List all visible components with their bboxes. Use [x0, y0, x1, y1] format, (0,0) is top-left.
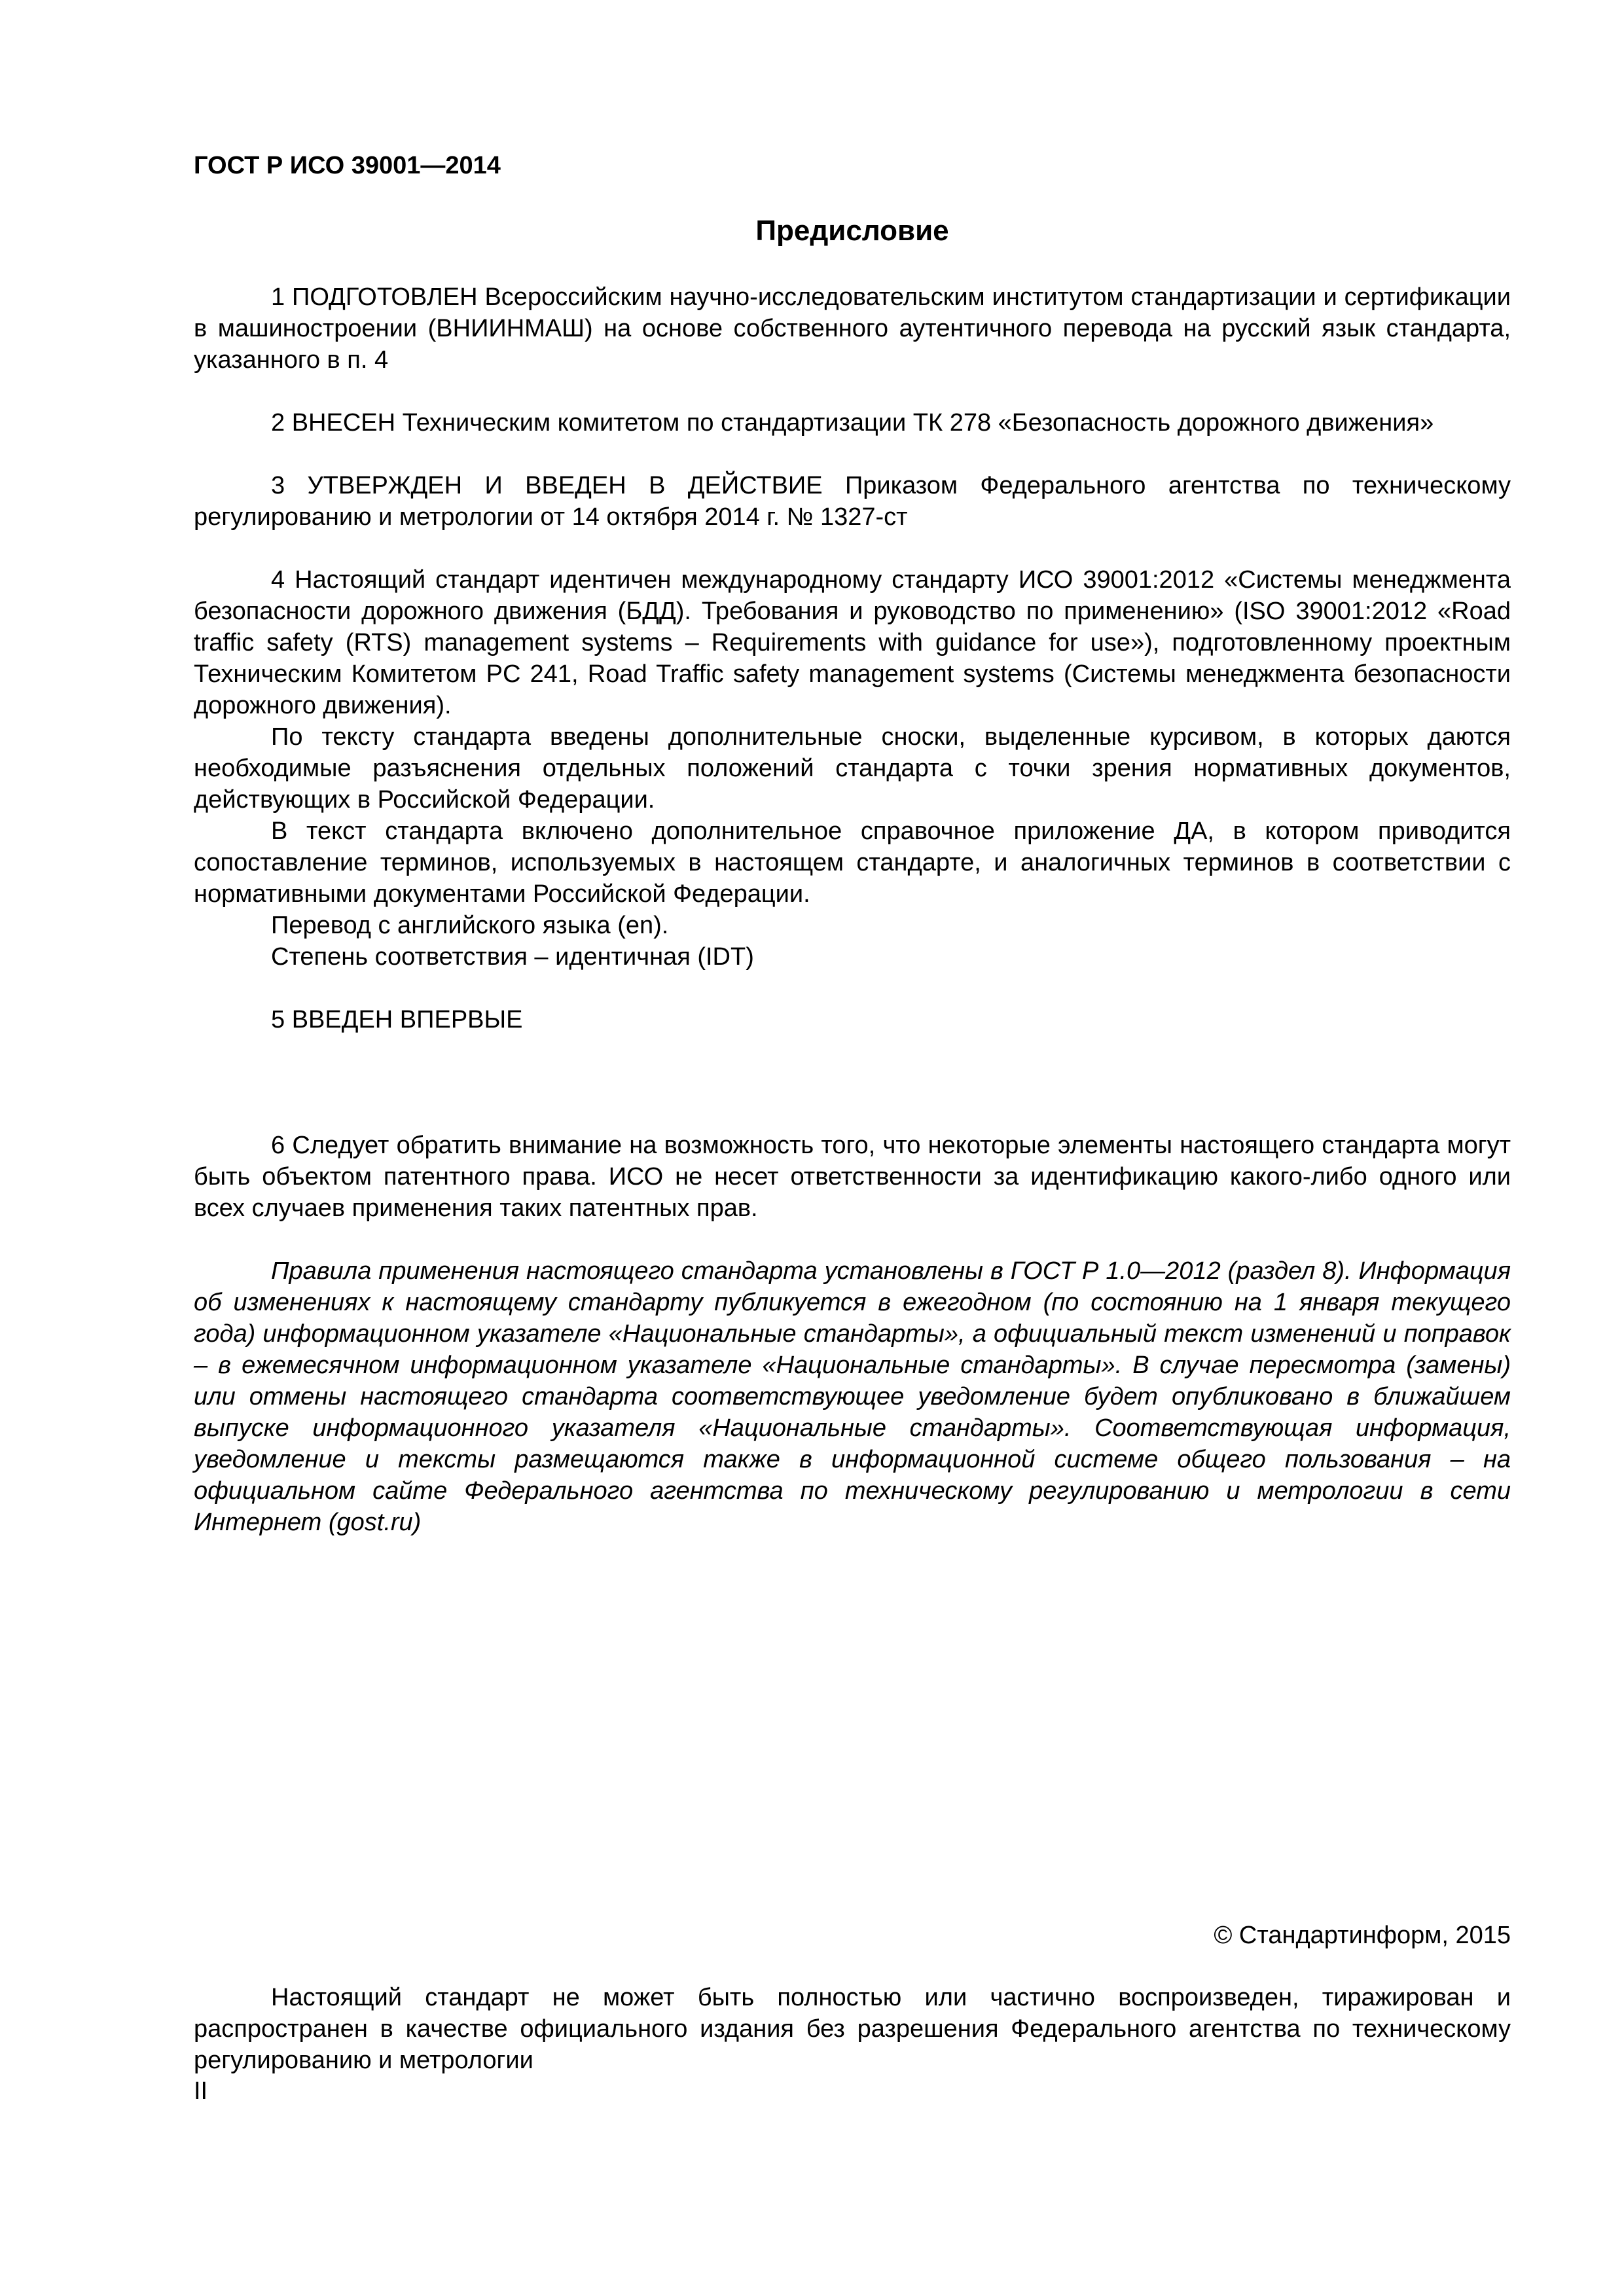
paragraph-4-footnotes: По тексту стандарта введены дополнительные сноски, выделенные курсивом, в которых даются необходимые разъяснения отдельных положений стандарта с точки зрения нормативных документов, действующих в Российской Федерации. [194, 723, 1511, 814]
notice-paragraph: Настоящий стандарт не может быть полностью или частично воспроизведен, тиражирован и распространен в качестве официального издания без разрешения Федерального агентства по техническому регулированию и метрологии [194, 1984, 1511, 2074]
notice-block [194, 1982, 1511, 2076]
paragraph-3: 3 УТВЕРЖДЕН И ВВЕДЕН В ДЕЙСТВИЕ Приказом Федерального агентства по техническому регулированию и метрологии от 14 октября 2014 г. № 1327-ст [194, 472, 1511, 531]
page-title: Предисловие [755, 215, 949, 247]
paragraph-4-appendix: В текст стандарта включено дополнительное справочное приложение ДА, в котором приводится сопоставление терминов, используемых в настоящем стандарте, и аналогичных терминов в соответствии с нормативными документами Российской Федерации. [194, 817, 1511, 908]
paragraph-4: 4 Настоящий стандарт идентичен международному стандарту ИСО 39001:2012 «Системы менеджмента безопасности дорожного движения (БДД). Требования и руководство по применению» (ISO 39001:2012 «Road traffic safety (RTS) management systems – Requirements with guidance for use»), подготовленному проектным Техническим Комитетом PC 241, Road Traffic safety management systems (Системы менеджмента безопасности дорожного движения). [194, 566, 1511, 719]
copyright: © Стандартинформ, 2015 [1214, 1922, 1511, 1949]
paragraph-5: 5 ВВЕДЕН ВПЕРВЫЕ [271, 1006, 523, 1033]
document-header: ГОСТ Р ИСО 39001—2014 [194, 152, 501, 179]
paragraph-1: 1 ПОДГОТОВЛЕН Всероссийским научно-исследовательским институтом стандартизации и сертификации в машиностроении (ВНИИНМАШ) на основе собственного аутентичного перевода на русский язык стандарта, указанного в п. 4 [194, 283, 1511, 374]
paragraph-2: 2 ВНЕСЕН Техническим комитетом по стандартизации ТК 278 «Безопасность дорожного движения» [271, 409, 1434, 437]
page-number: II [194, 2077, 208, 2105]
rules-paragraph: Правила применения настоящего стандарта установлены в ГОСТ Р 1.0—2012 (раздел 8). Информация об изменениях к настоящему стандарту публикуется в ежегодном (по состоянию на 1 января текущего года) информационном указателе «Национальные стандарты», а официальный текст изменений и поправок – в ежемесячном информационном указателе «Национальные стандарты». В случае пересмотра (замены) или отмены настоящего стандарта соответствующее уведомление будет опубликовано в ближайшем выпуске информационного указателя «Национальные стандарты». Соответствующая информация, уведомление и тексты размещаются также в информационной системе общего пользования – на официальном сайте Федерального агентства по техническому регулированию и метрологии в сети Интернет (gost.ru) [194, 1257, 1511, 1536]
document-page [194, 0, 1511, 2296]
paragraph-4-conformity: Степень соответствия – идентичная (IDT) [271, 943, 754, 971]
foreword-body [194, 281, 1511, 1538]
paragraph-6: 6 Следует обратить внимание на возможность того, что некоторые элементы настоящего стандарта могут быть объектом патентного права. ИСО не несет ответственности за идентификацию какого-либо одного или всех случаев применения таких патентных прав. [194, 1132, 1511, 1222]
paragraph-4-translation: Перевод с английского языка (en). [271, 912, 669, 939]
